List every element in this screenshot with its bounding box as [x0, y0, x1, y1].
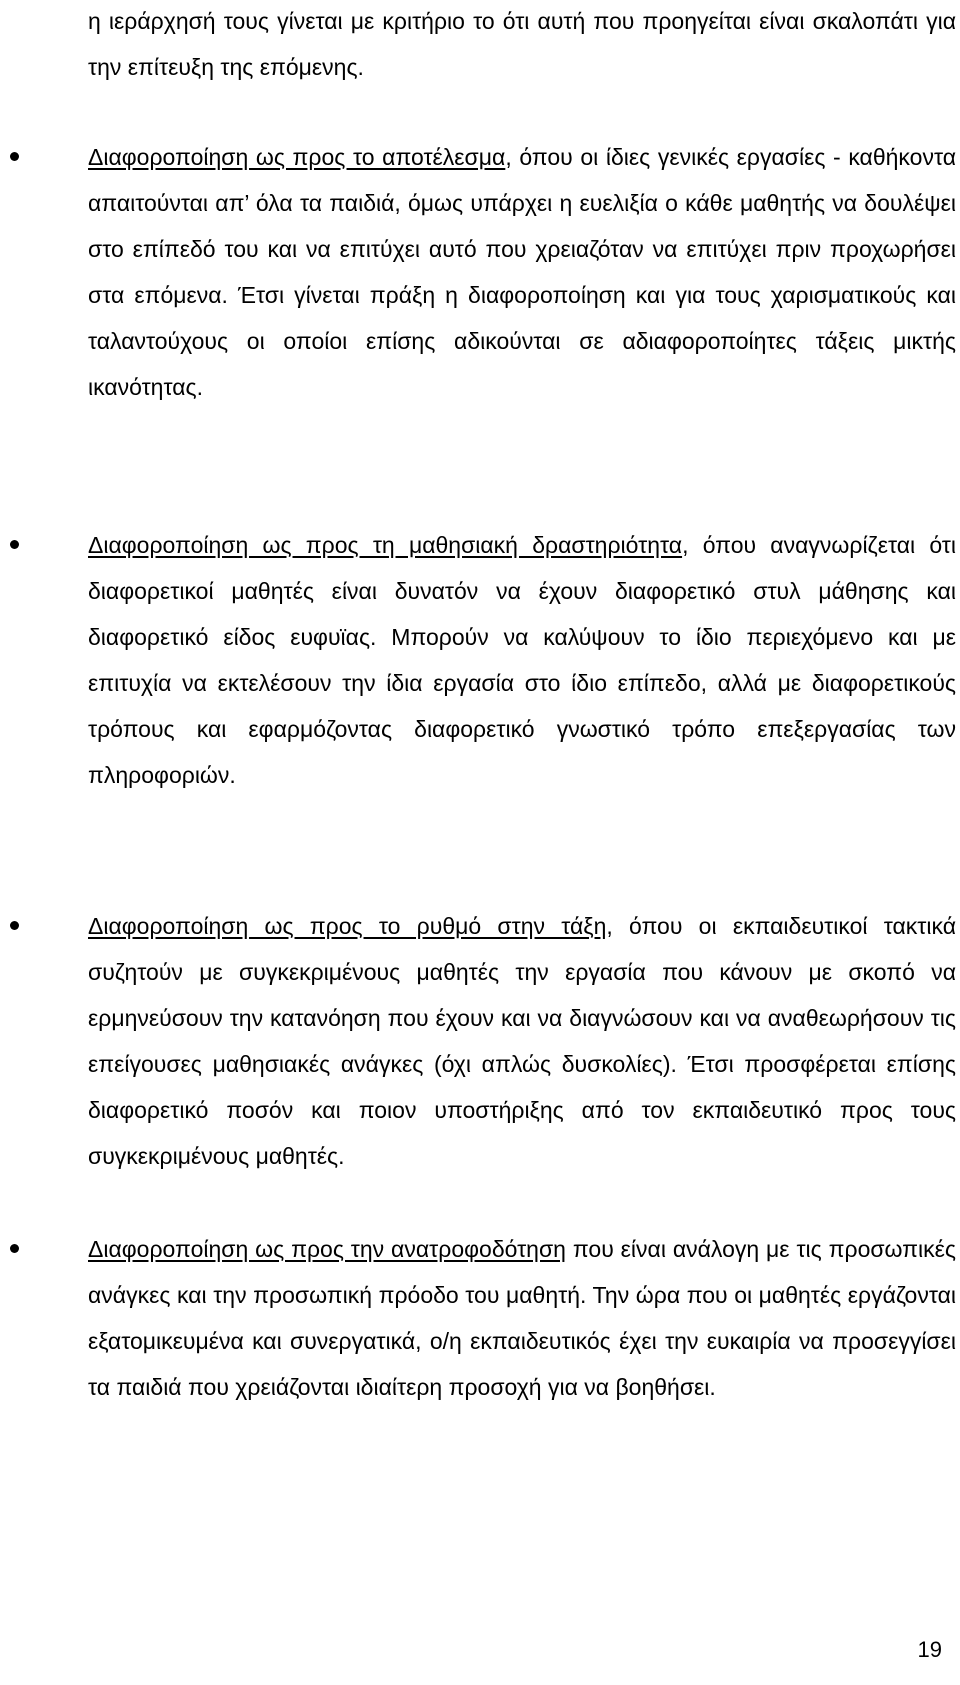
- bullet-icon: [10, 921, 19, 930]
- bullet-body-outcome: , όπου οι ίδιες γενικές εργασίες - καθήκοντα απαιτούνται απ’ όλα τα παιδιά, όμως υπάρχει η ευελιξία ο κάθε μαθητής να δουλέψει στο επίπεδό του και να επιτύχει αυτό που χρειαζόταν να επιτύχει πριν προχωρήσει στα επόμενα. Έτσι γίνεται πράξη η διαφοροποίηση και για τους χαρισματικούς και ταλαντούχους οι οποίοι επίσης αδικούνται σε αδιαφοροποίητες τάξεις μικτής ικανότητας.: [88, 144, 956, 400]
- bullet-heading-pace: Διαφοροποίηση ως προς το ρυθμό στην τάξη: [88, 913, 607, 939]
- bullet-icon: [10, 152, 19, 161]
- bullet-icon: [10, 540, 19, 549]
- bullet-body-pace: , όπου οι εκπαιδευτικοί τακτικά συζητούν με συγκεκριμένους μαθητές την εργασία που κάνουν με σκοπό να ερμηνεύσουν την κατανόηση που έχουν και να διαγνώσουν και να αναθεωρήσουν τις επείγουσες μαθησιακές ανάγκες (όχι απλώς δυσκολίες). Έτσι προσφέρεται επίσης διαφορετικό ποσόν και ποιον υποστήριξης από τον εκπαιδευτικό προς τους συγκεκριμένους μαθητές.: [88, 913, 957, 1169]
- bullet-paragraph-feedback: [88, 1226, 956, 1410]
- bullet-heading-outcome: Διαφοροποίηση ως προς το αποτέλεσμα: [88, 144, 506, 170]
- bullet-heading-activity: Διαφοροποίηση ως προς τη μαθησιακή δραστηριότητα: [88, 532, 683, 558]
- bullet-heading-feedback: Διαφοροποίηση ως προς την ανατροφοδότηση: [88, 1236, 566, 1262]
- intro-paragraph: η ιεράρχησή τους γίνεται με κριτήριο το ότι αυτή που προηγείται είναι σκαλοπάτι για την επίτευξη της επόμενης.: [88, 8, 956, 80]
- bullet-paragraph-pace: [88, 903, 956, 1179]
- page-number: 19: [917, 1637, 942, 1662]
- bullet-paragraph-activity: [88, 522, 956, 798]
- bullet-body-feedback: που είναι ανάλογη με τις προσωπικές ανάγκες και την προσωπική πρόοδο του μαθητή. Την ώρα που οι μαθητές εργάζονται εξατομικευμένα και συνεργατικά, ο/η εκπαιδευτικός έχει την ευκαιρία να προσεγγίσει τα παιδιά που χρειάζονται ιδιαίτερη προσοχή για να βοηθήσει.: [88, 1236, 957, 1400]
- bullet-paragraph-outcome: [88, 134, 956, 410]
- bullet-body-activity: , όπου αναγνωρίζεται ότι διαφορετικοί μαθητές είναι δυνατόν να έχουν διαφορετικό στυλ μάθησης και διαφορετικό είδος ευφυϊας. Μπορούν να καλύψουν το ίδιο περιεχόμενο και με επιτυχία να εκτελέσουν την ίδια εργασία στο ίδιο επίπεδο, αλλά με διαφορετικούς τρόπους και εφαρμόζοντας διαφορετικό γνωστικό τρόπο επεξεργασίας των πληροφοριών.: [88, 532, 957, 788]
- bullet-icon: [10, 1244, 19, 1253]
